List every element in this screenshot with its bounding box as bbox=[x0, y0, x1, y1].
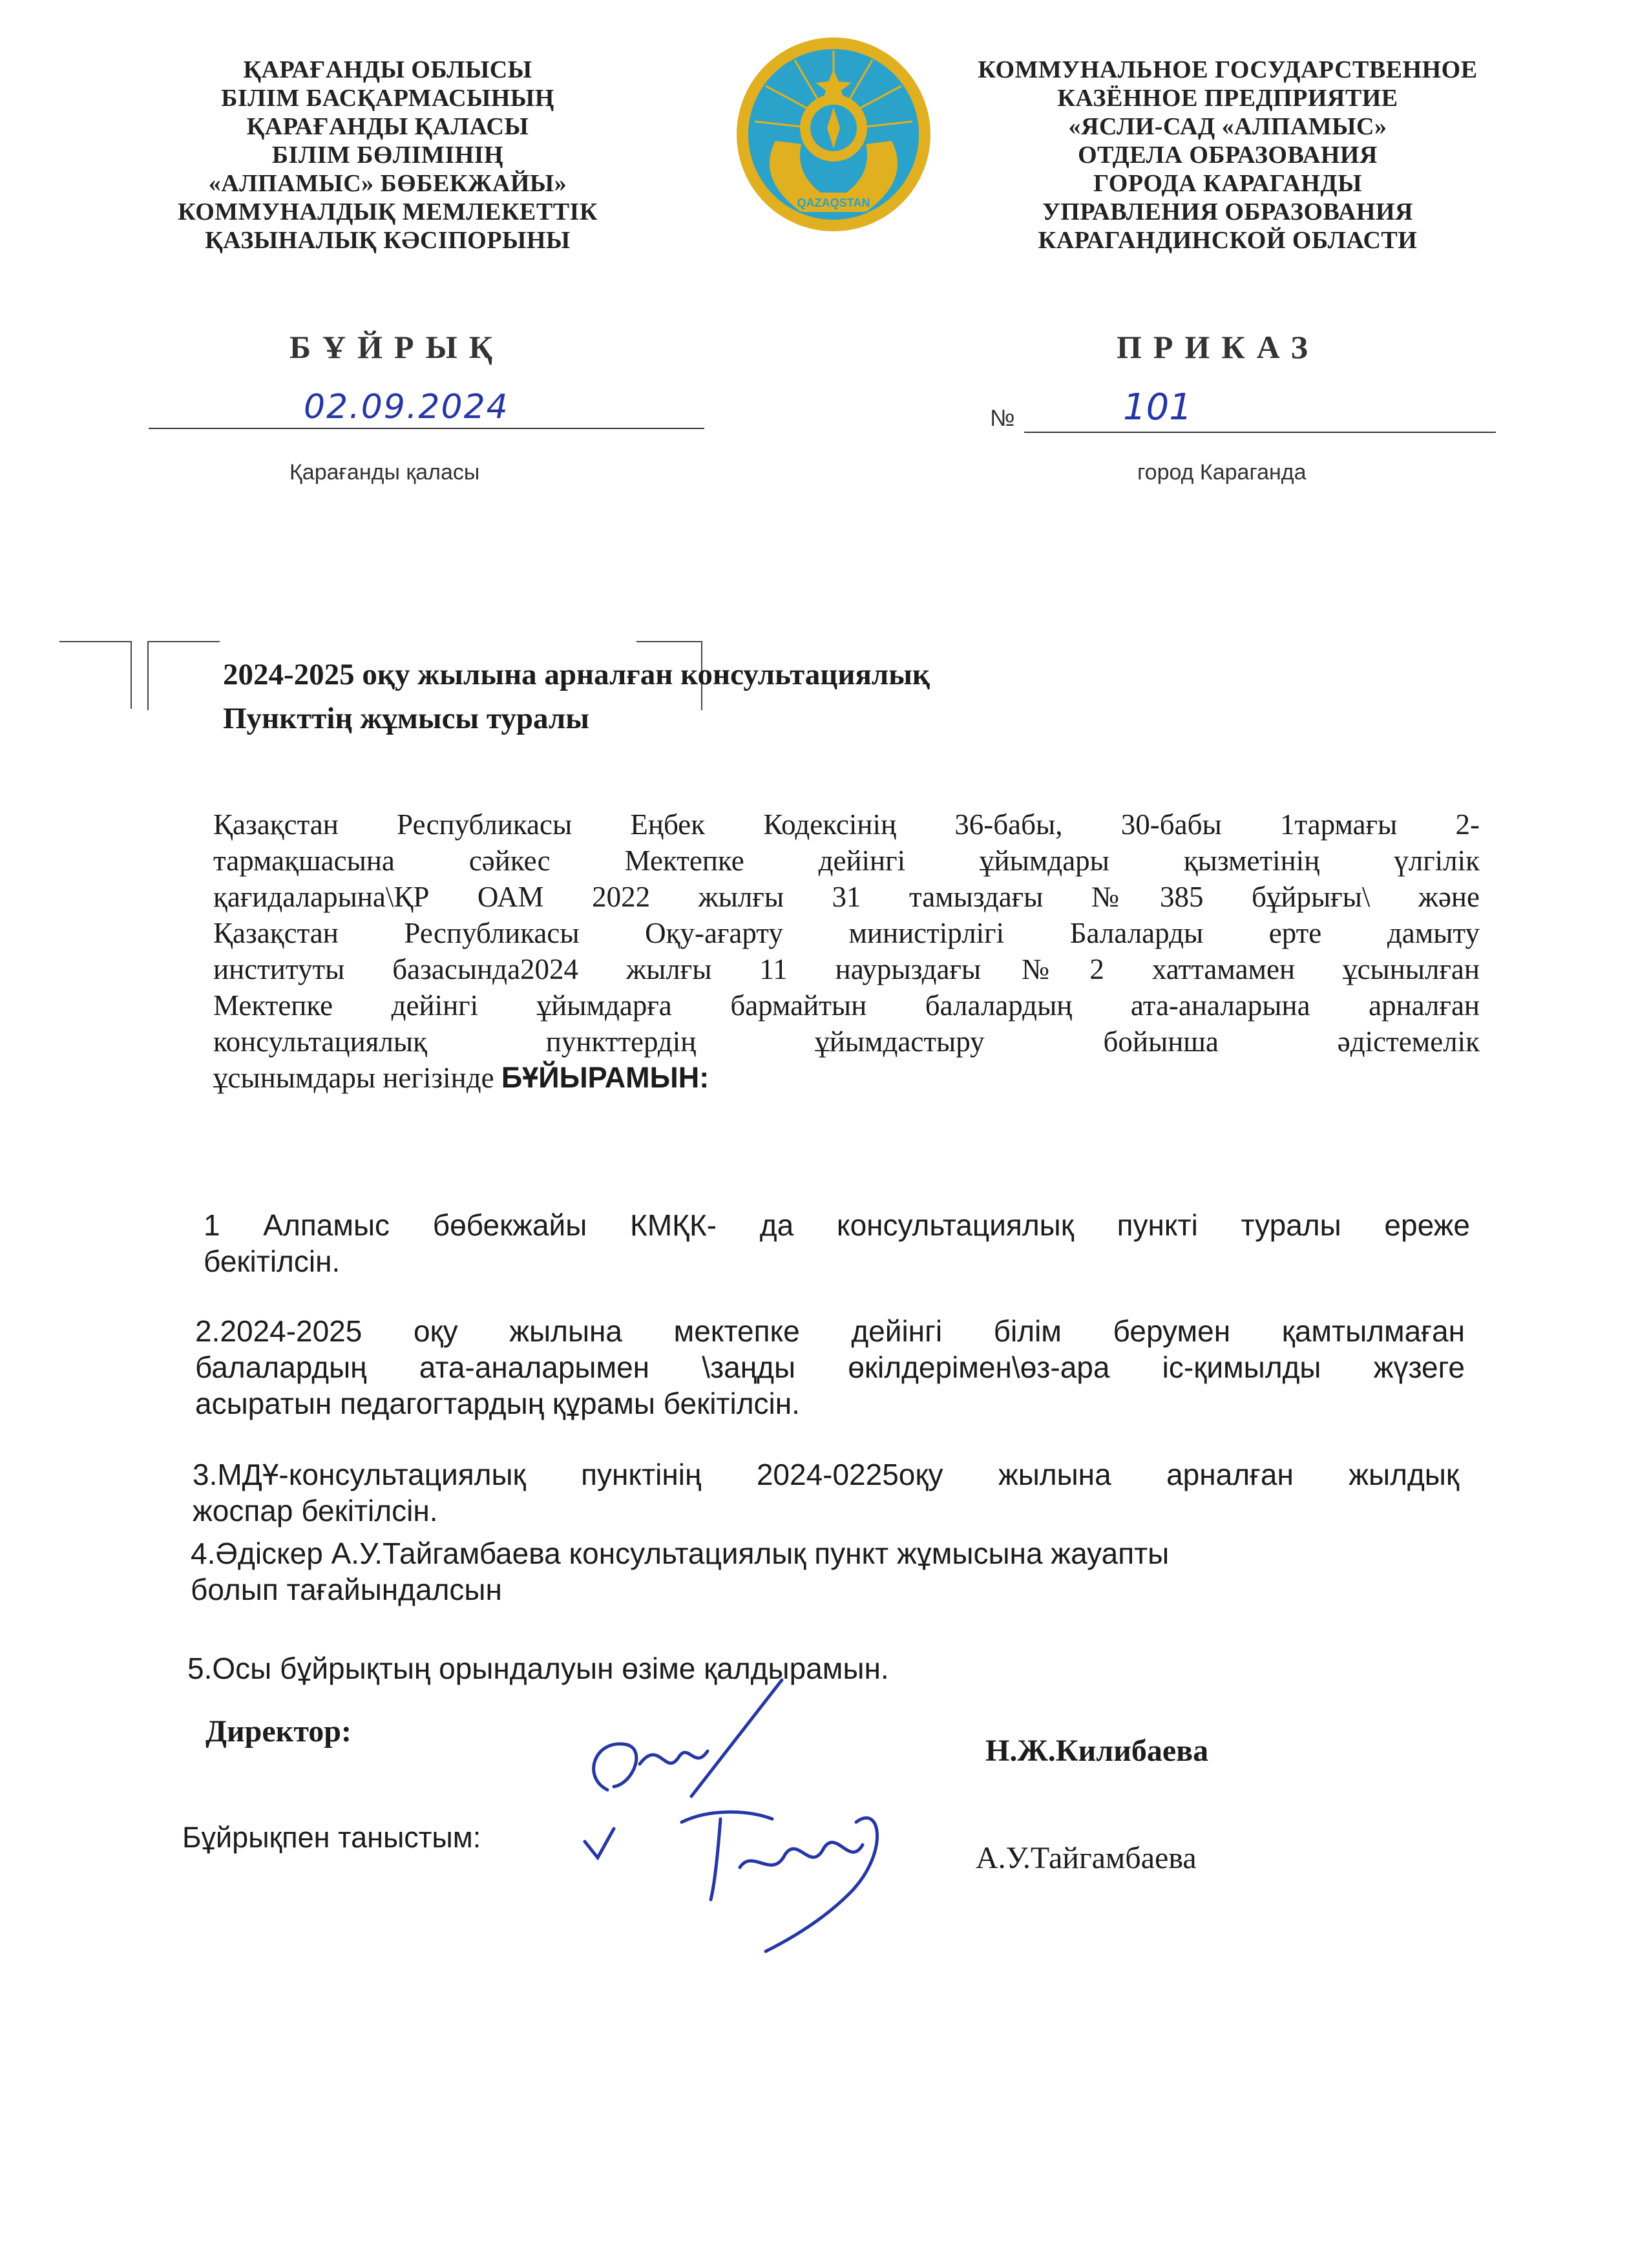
text-line: институты базасында2024 жылғы 11 наурыздағы№2 хаттамамен ұсынылған bbox=[213, 953, 1480, 985]
date-underline bbox=[149, 428, 704, 429]
date-handwritten: 02.09.2024 bbox=[304, 388, 509, 426]
order-item-1 bbox=[204, 1207, 1470, 1279]
order-item-4 bbox=[191, 1535, 1392, 1608]
header-kazakh bbox=[155, 56, 620, 255]
acknowledgement-signature bbox=[578, 1783, 914, 1977]
header-line: КАЗЁННОЕ ПРЕДПРИЯТИЕ bbox=[1057, 85, 1398, 112]
header-line: ҚАЗЫНАЛЫҚ КӘСІПОРЫНЫ bbox=[205, 227, 571, 254]
text-line: ұсынымдары негізінде bbox=[213, 1062, 501, 1094]
text-line: қағидаларына\ҚР ОАМ 2022 жылғы 31 тамыздағы №385 бұйрығы\ және bbox=[213, 881, 1480, 913]
header-russian bbox=[969, 56, 1486, 255]
document-title-kazakh: БҰЙРЫҚ bbox=[289, 329, 504, 365]
text-line-last bbox=[213, 1060, 1480, 1096]
emblem-text: QAZAQSTAN bbox=[797, 196, 870, 209]
number-label: № bbox=[990, 404, 1015, 431]
order-item-2 bbox=[195, 1313, 1465, 1422]
bracket-mark bbox=[147, 641, 220, 710]
header-line: «АЛПАМЫС» БӨБЕКЖАЙЫ» bbox=[208, 170, 567, 197]
text-line: Мектепке дейінгі ұйымдарға бармайтын балалардың ата-аналарына арналған bbox=[213, 989, 1480, 1022]
city-kazakh: Қарағанды қаласы bbox=[289, 460, 480, 485]
header-line: УПРАВЛЕНИЯ ОБРАЗОВАНИЯ bbox=[1042, 198, 1413, 226]
bracket-mark bbox=[131, 641, 132, 709]
text-line: балалардың ата-аналарымен \заңды өкілдерімен\өз-ара іс-қимылды жүзеге bbox=[195, 1350, 1465, 1384]
header-line: КОММУНАЛДЫҚ МЕМЛЕКЕТТІК bbox=[178, 198, 598, 226]
header-line: БІЛІМ БАСҚАРМАСЫНЫҢ bbox=[221, 85, 554, 112]
order-word: БҰЙЫРАМЫН: bbox=[501, 1061, 709, 1094]
text-line: бекітілсін. bbox=[204, 1244, 341, 1278]
text-line: жоспар бекітілсін. bbox=[193, 1494, 438, 1528]
text-line: 5.Осы бұйрықтың орындалуын өзіме қалдырамын. bbox=[187, 1652, 889, 1685]
subject-line: Пункттің жұмысы туралы bbox=[223, 702, 589, 735]
state-emblem-icon bbox=[730, 31, 937, 238]
header-line: БІЛІМ БӨЛІМІНІҢ bbox=[271, 142, 504, 169]
text-line: болып тағайындалсын bbox=[191, 1573, 502, 1606]
text-line: консультациялық пункттердің ұйымдастыру бойынша әдістемелік bbox=[213, 1025, 1480, 1058]
number-underline bbox=[1024, 432, 1496, 433]
subject-heading bbox=[223, 653, 930, 740]
document-title-russian: ПРИКАЗ bbox=[1117, 329, 1319, 365]
subject-line: 2024-2025 оқу жылына арналған консультациялық bbox=[223, 658, 930, 691]
text-line: 4.Әдіскер А.У.Тайгамбаева консультациялық пункт жұмысына жауапты bbox=[191, 1537, 1170, 1570]
text-line: 3.МДҰ-консультациялық пунктінің 2024-0225оқу жылына арналған жылдық bbox=[193, 1458, 1459, 1491]
preamble-paragraph bbox=[213, 806, 1480, 1096]
bracket-mark bbox=[59, 641, 131, 642]
header-line: ОТДЕЛА ОБРАЗОВАНИЯ bbox=[1078, 142, 1378, 169]
header-line: КОММУНАЛЬНОЕ ГОСУДАРСТВЕННОЕ bbox=[978, 56, 1478, 83]
header-line: ГОРОДА КАРАГАНДЫ bbox=[1093, 170, 1362, 197]
director-label: Директор: bbox=[205, 1714, 352, 1748]
header-line: КАРАГАНДИНСКОЙ ОБЛАСТИ bbox=[1038, 227, 1418, 254]
text-line: 1 Алпамыс бөбекжайы КМҚК- да консультациялық пункті туралы ереже bbox=[204, 1208, 1470, 1242]
acknowledged-name: А.У.Тайгамбаева bbox=[976, 1841, 1197, 1875]
order-item-3 bbox=[193, 1456, 1459, 1529]
acknowledged-label: Бұйрықпен таныстым: bbox=[182, 1821, 481, 1854]
text-line: Қазақстан Республикасы Оқу-ағарту министірлігі Балаларды ерте дамыту bbox=[213, 917, 1480, 949]
header-line: ҚАРАҒАНДЫ ҚАЛАСЫ bbox=[246, 113, 529, 140]
city-russian: город Караганда bbox=[1137, 460, 1307, 485]
number-handwritten: 101 bbox=[1123, 386, 1192, 428]
header-line: «ЯСЛИ-САД «АЛПАМЫС» bbox=[1068, 113, 1387, 140]
header-line: ҚАРАҒАНДЫ ОБЛЫСЫ bbox=[243, 56, 532, 83]
director-name: Н.Ж.Килибаева bbox=[985, 1734, 1209, 1768]
text-line: 2.2024-2025 оқу жылына мектепке дейінгі білім берумен қамтылмаған bbox=[195, 1314, 1465, 1348]
text-line: асыратын педагогтардың құрамы бекітілсін. bbox=[195, 1387, 800, 1420]
text-line: тармақшасына сәйкес Мектепке дейінгі ұйымдары қызметінің үлгілік bbox=[213, 845, 1480, 877]
text-line: Қазақстан Республикасы Еңбек Кодексінің 36-бабы, 30-бабы 1тармағы 2- bbox=[213, 808, 1480, 841]
